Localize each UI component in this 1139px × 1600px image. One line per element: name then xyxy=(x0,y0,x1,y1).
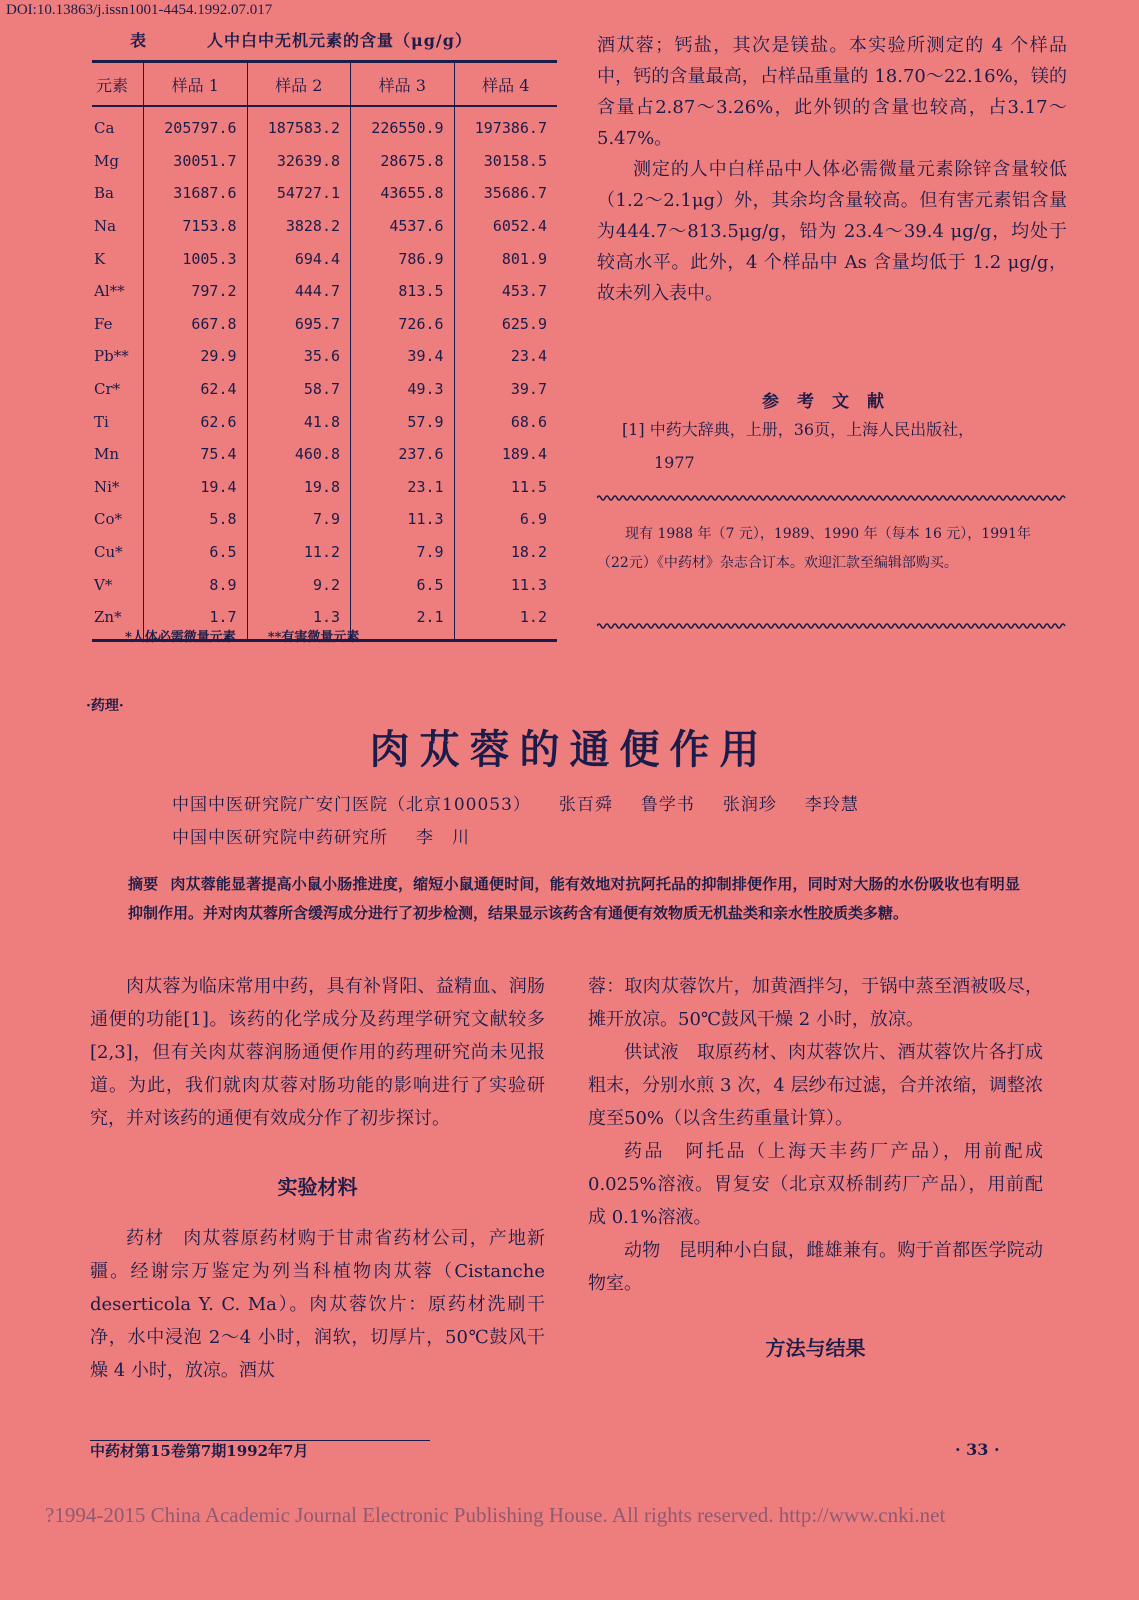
element-symbol-cell: Zn* xyxy=(92,601,144,640)
value-cell: 7.9 xyxy=(247,503,351,536)
value-cell: 29.9 xyxy=(144,340,248,373)
value-cell: 197386.7 xyxy=(454,106,557,145)
value-cell: 49.3 xyxy=(351,373,455,406)
element-symbol-cell: K xyxy=(94,249,106,268)
value-cell: 6.5 xyxy=(144,536,248,569)
element-symbol-cell: Ti xyxy=(94,412,109,431)
references-heading: 参考文献 xyxy=(762,392,902,412)
element-symbol-cell: Ni* xyxy=(94,477,120,496)
element-symbol-cell: Al** xyxy=(94,282,125,301)
table-row xyxy=(92,405,557,438)
value-cell: 32639.8 xyxy=(247,145,351,178)
right-column-top xyxy=(597,30,1067,309)
value-cell: 7.9 xyxy=(351,536,455,569)
value-cell: 813.5 xyxy=(351,275,455,308)
value-cell: 35.6 xyxy=(247,340,351,373)
value-cell: 460.8 xyxy=(247,438,351,471)
table-row xyxy=(92,177,557,210)
value-cell: 23.1 xyxy=(351,471,455,504)
value-cell: 726.6 xyxy=(351,308,455,341)
table-header-cell: 元素 xyxy=(92,62,144,107)
value-cell: 39.4 xyxy=(351,340,455,373)
table-row xyxy=(92,275,557,308)
element-symbol-cell: Fe xyxy=(94,314,113,333)
table-header-row xyxy=(92,62,557,107)
author-line-2 xyxy=(172,823,498,848)
value-cell: 187583.2 xyxy=(247,106,351,145)
table-row xyxy=(92,340,557,373)
value-cell: 1.7 xyxy=(144,601,248,640)
value-cell: 6.9 xyxy=(454,503,557,536)
methods-heading: 方法与结果 xyxy=(765,1336,866,1360)
value-cell: 694.4 xyxy=(247,242,351,275)
value-cell: 453.7 xyxy=(454,275,557,308)
abstract xyxy=(128,870,1020,928)
value-cell: 54727.1 xyxy=(247,177,351,210)
element-symbol-cell: Cr* xyxy=(94,380,121,399)
value-cell: 35686.7 xyxy=(454,177,557,210)
value-cell: 444.7 xyxy=(247,275,351,308)
body-column-left xyxy=(90,970,545,1387)
element-symbol-cell: Mg xyxy=(94,151,119,170)
page-number: · 33 · xyxy=(955,1440,1000,1459)
element-symbol-cell: Mn xyxy=(94,445,120,464)
table-row xyxy=(92,471,557,504)
element-symbol-cell: Cu* xyxy=(94,543,123,562)
table-row xyxy=(92,210,557,243)
animals-paragraph: 动物 昆明种小白鼠，雌雄兼有。购于首都医学院动物室。 xyxy=(588,1240,1043,1294)
test-solution-paragraph: 供试液 取原药材、肉苁蓉饮片、酒苁蓉饮片各打成粗末，分别水煎 3 次，4 层纱布过滤，合并浓缩，调整浓度至50%（以含生药重量计算）。 xyxy=(588,1042,1043,1129)
table-caption: 人中白中无机元素的含量（μg/g） xyxy=(207,31,472,50)
value-cell: 11.3 xyxy=(454,568,557,601)
table-row xyxy=(92,106,557,145)
table-body xyxy=(92,106,557,640)
value-cell: 1.3 xyxy=(247,601,351,640)
table-header-cell: 样品 4 xyxy=(454,62,557,107)
materials-heading: 实验材料 xyxy=(277,1175,358,1199)
element-symbol-cell: Ba xyxy=(94,184,114,203)
value-cell: 75.4 xyxy=(144,438,248,471)
value-cell: 23.4 xyxy=(454,340,557,373)
table-row xyxy=(92,308,557,341)
author-name: 鲁学书 xyxy=(640,795,695,815)
table-row xyxy=(92,536,557,569)
element-table xyxy=(92,60,557,642)
paragraph-trace-elements: 测定的人中白样品中人体必需微量元素除锌含量较低（1.2～2.1μg）外，其余均含量较高。但有害元素铝含量为444.7～813.5μg/g，铅为 23.4～39.4 μg/g，均处于较高水平。此外，4 个样品中 As 含量均低于 1.2 μg/g，故未列入表中。 xyxy=(597,159,1067,304)
value-cell: 11.2 xyxy=(247,536,351,569)
value-cell: 19.8 xyxy=(247,471,351,504)
element-symbol-cell: Ca xyxy=(94,119,115,138)
element-symbol-cell: V* xyxy=(94,575,113,594)
value-cell: 11.5 xyxy=(454,471,557,504)
abstract-text: 肉苁蓉能显著提高小鼠小肠推进度，缩短小鼠通便时间，能有效地对抗阿托品的抑制排便作用，同时对大肠的水份吸收也有明显抑制作用。并对肉苁蓉所含缓泻成分进行了初步检测，结果显示该药含有通便有效物质无机盐类和亲水性胶质类多糖。 xyxy=(128,875,1020,922)
element-symbol-cell: Co* xyxy=(94,510,123,529)
value-cell: 30158.5 xyxy=(454,145,557,178)
value-cell: 205797.6 xyxy=(144,106,248,145)
value-cell: 31687.6 xyxy=(144,177,248,210)
value-cell: 1005.3 xyxy=(144,242,248,275)
affiliation-1: 中国中医研究院广安门医院（北京100053） xyxy=(172,795,531,815)
section-tag: ·药理· xyxy=(86,698,124,714)
value-cell: 226550.9 xyxy=(351,106,455,145)
value-cell: 8.9 xyxy=(144,568,248,601)
value-cell: 11.3 xyxy=(351,503,455,536)
footnote-harmful: **有害微量元素 xyxy=(267,630,360,645)
value-cell: 18.2 xyxy=(454,536,557,569)
value-cell: 58.7 xyxy=(247,373,351,406)
table-footnote xyxy=(125,626,391,645)
value-cell: 7153.8 xyxy=(144,210,248,243)
value-cell: 786.9 xyxy=(351,242,455,275)
value-cell: 1.2 xyxy=(454,601,557,640)
table-row xyxy=(92,503,557,536)
abstract-label: 摘要 xyxy=(128,875,159,893)
value-cell: 28675.8 xyxy=(351,145,455,178)
wine-cistanche-paragraph: 蓉：取肉苁蓉饮片，加黄酒拌匀，于锅中蒸至酒被吸尽，摊开放凉。50℃鼓风干燥 2 小时，放凉。 xyxy=(588,976,1043,1030)
author-name: 张百舜 xyxy=(558,795,613,815)
value-cell: 801.9 xyxy=(454,242,557,275)
value-cell: 6.5 xyxy=(351,568,455,601)
table-row xyxy=(92,373,557,406)
affiliation-2: 中国中医研究院中药研究所 xyxy=(172,828,388,848)
table-row xyxy=(92,145,557,178)
value-cell: 237.6 xyxy=(351,438,455,471)
article-title: 肉苁蓉的通便作用 xyxy=(369,726,770,773)
value-cell: 57.9 xyxy=(351,405,455,438)
table-row xyxy=(92,438,557,471)
journal-footer: 中药材第15卷第7期1992年7月 xyxy=(90,1442,309,1460)
footnote-essential: *人体必需微量元素 xyxy=(125,630,236,645)
table-header-cell: 样品 2 xyxy=(247,62,351,107)
value-cell: 695.7 xyxy=(247,308,351,341)
value-cell: 5.8 xyxy=(144,503,248,536)
cnki-watermark: ?1994-2015 China Academic Journal Electronic Publishing House. All rights reserved. http://www.cnki.net xyxy=(45,1503,946,1527)
value-cell: 6052.4 xyxy=(454,210,557,243)
value-cell: 4537.6 xyxy=(351,210,455,243)
author-line-1 xyxy=(172,790,887,815)
intro-paragraph: 肉苁蓉为临床常用中药，具有补肾阳、益精血、润肠通便的功能[1]。该药的化学成分及药理学研究文献较多[2,3]，但有关肉苁蓉润肠通便作用的药理研究尚未见报道。为此，我们就肉苁蓉对肠功能的影响进行了实验研究，并对该药的通便有效成分作了初步探讨。 xyxy=(90,976,545,1129)
table-row xyxy=(92,568,557,601)
value-cell: 625.9 xyxy=(454,308,557,341)
value-cell: 189.4 xyxy=(454,438,557,471)
value-cell: 19.4 xyxy=(144,471,248,504)
value-cell: 797.2 xyxy=(144,275,248,308)
table-header-cell: 样品 3 xyxy=(351,62,455,107)
materials-paragraph: 药材 肉苁蓉原药材购于甘肃省药材公司，产地新疆。经谢宗万鉴定为列当科植物肉苁蓉（Cistanche deserticola Y. C. Ma）。肉苁蓉饮片：原药材洗刷干净，水中浸泡 2～4 小时，润软，切厚片，50℃鼓风干燥 4 小时，放凉。酒苁 xyxy=(90,1228,545,1381)
element-symbol-cell: Na xyxy=(94,217,117,236)
value-cell: 39.7 xyxy=(454,373,557,406)
value-cell: 62.6 xyxy=(144,405,248,438)
wavy-divider-bottom xyxy=(597,622,1067,630)
value-cell: 62.4 xyxy=(144,373,248,406)
value-cell: 667.8 xyxy=(144,308,248,341)
wavy-divider-top xyxy=(597,494,1067,502)
table-title xyxy=(130,28,472,51)
element-symbol-cell: Pb** xyxy=(94,347,129,366)
author-name: 李玲慧 xyxy=(804,795,859,815)
value-cell: 68.6 xyxy=(454,405,557,438)
doi-line: DOI:10.13863/j.issn1001-4454.1992.07.017 xyxy=(6,2,273,18)
table-label: 表 xyxy=(130,31,148,50)
reference-1-cont: 1977 xyxy=(654,453,695,472)
author-name: 李 川 xyxy=(416,828,470,848)
author-name: 张润珍 xyxy=(722,795,777,815)
value-cell: 3828.2 xyxy=(247,210,351,243)
drugs-paragraph: 药品 阿托品（上海天丰药厂产品），用前配成 0.025%溶液。胃复安（北京双桥制药厂产品），用前配成 0.1%溶液。 xyxy=(588,1141,1043,1228)
reference-1: [1] 中药大辞典，上册，36页，上海人民出版社， xyxy=(622,420,975,439)
value-cell: 43655.8 xyxy=(351,177,455,210)
value-cell: 41.8 xyxy=(247,405,351,438)
back-issues-notice: 现有 1988 年（7 元），1989、1990 年（每本 16 元），1991年（22元）《中药材》杂志合订本。欢迎汇款至编辑部购买。 xyxy=(597,526,1031,571)
body-column-right xyxy=(588,970,1043,1365)
paragraph-ca-mg: 酒苁蓉；钙盐，其次是镁盐。本实验所测定的 4 个样品中，钙的含量最高，占样品重量的 18.70～22.16%，镁的含量占2.87～3.26%，此外钡的含量也较高，占3.17～5.47%。 xyxy=(597,35,1067,149)
value-cell: 2.1 xyxy=(351,601,455,640)
value-cell: 30051.7 xyxy=(144,145,248,178)
table-header-cell: 样品 1 xyxy=(144,62,248,107)
reference-item xyxy=(622,413,1062,479)
value-cell: 9.2 xyxy=(247,568,351,601)
table-row xyxy=(92,242,557,275)
